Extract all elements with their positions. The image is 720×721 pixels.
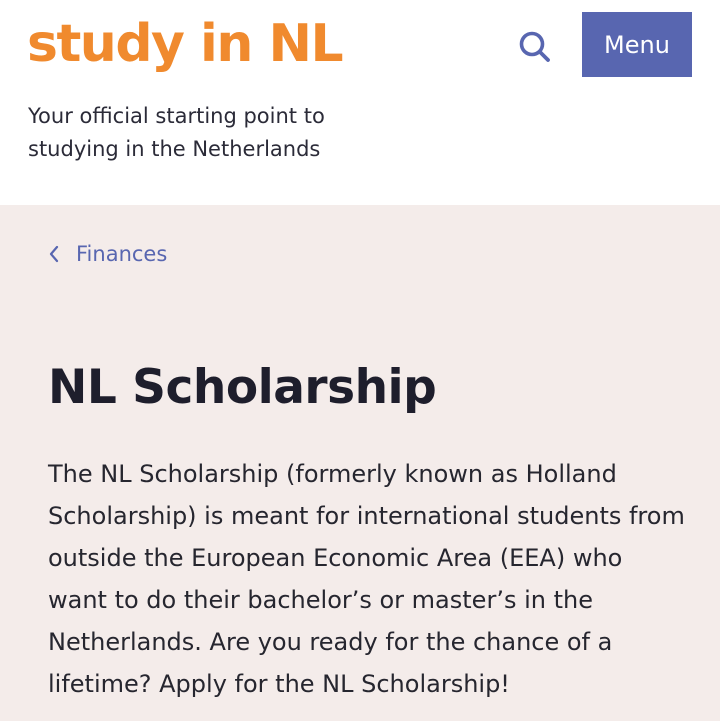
search-icon (517, 29, 553, 65)
site-logo[interactable]: study in NL (27, 14, 343, 74)
chevron-left-icon (48, 239, 62, 269)
intro-paragraph: The NL Scholarship (formerly known as Holland Scholarship) is meant for international students from outside the European Economic Area (EEA) who want to do their bachelor’s or master’s in the Netherlands. Are you ready for the chance of a lifetime? Apply for the NL Scholarship! (48, 460, 685, 698)
breadcrumb-back-link[interactable] (48, 239, 167, 269)
menu-button[interactable]: Menu (582, 12, 692, 77)
site-tagline: Your official starting point to studying in the Netherlands (28, 104, 325, 161)
page-title: NL Scholarship (48, 360, 437, 415)
main-content (0, 205, 720, 721)
breadcrumb-label: Finances (76, 242, 168, 266)
search-button[interactable] (512, 24, 558, 70)
site-header (0, 0, 720, 205)
